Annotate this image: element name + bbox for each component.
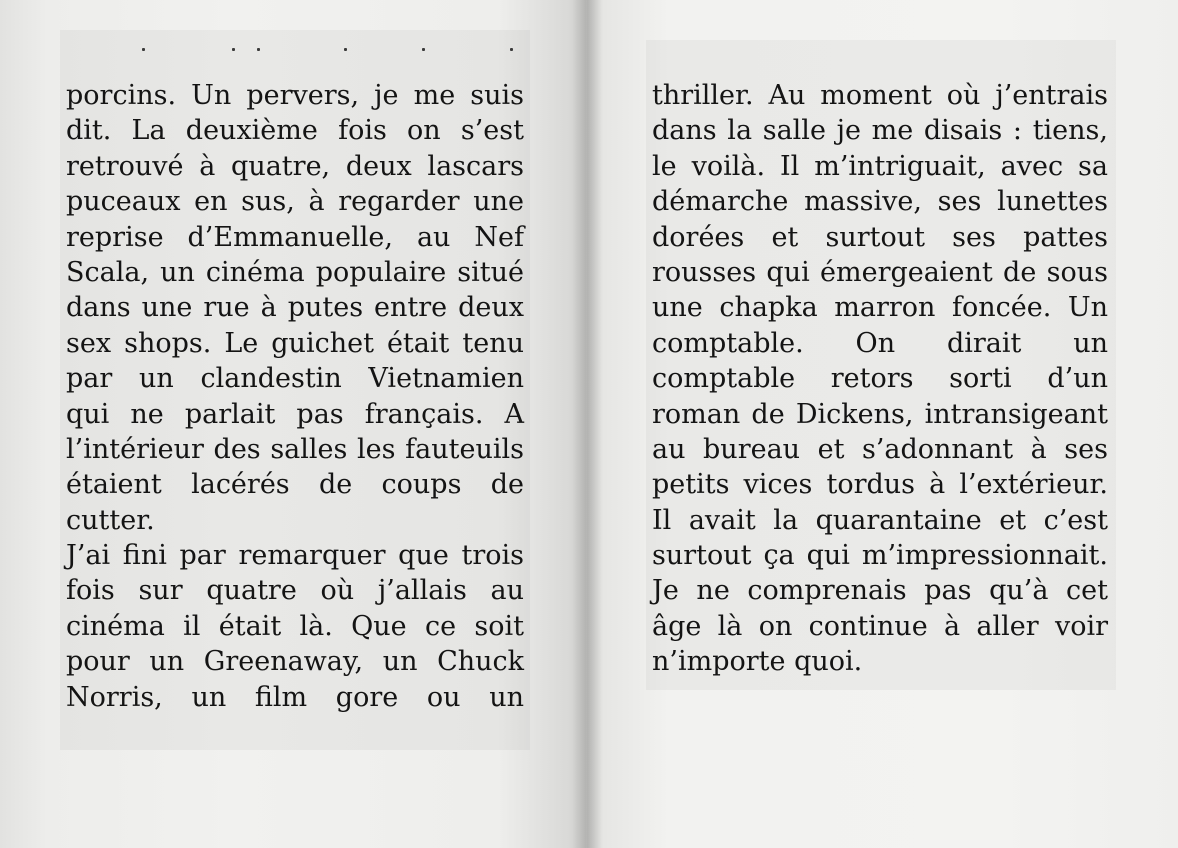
text-line: roman de Dickens, intransigeant <box>652 398 1108 430</box>
text-line: petits vices tordus à l’extérieur. <box>652 469 1108 501</box>
text-line: au bureau et s’adonnant à ses <box>652 433 1108 465</box>
text-line: porcins. Un pervers, je me suis <box>66 80 524 111</box>
cut-off-text-line <box>82 40 522 54</box>
text-line: reprise d’Emmanuelle, au Nef <box>66 221 524 253</box>
text-line: rousses qui émergeaient de sous <box>652 256 1108 288</box>
text-line: Je ne comprenais pas qu’à cet <box>652 575 1108 607</box>
text-line: pour un Greenaway, un Chuck <box>66 646 524 678</box>
text-line: retrouvé à quatre, deux lascars <box>66 150 524 182</box>
text-line: cinéma il était là. Que ce soit <box>66 610 524 642</box>
left-page-text <box>66 78 524 715</box>
text-line: âge là on continue à aller voir <box>652 610 1108 642</box>
left-page <box>0 0 586 848</box>
text-line: étaient lacérés de coups de <box>66 469 524 501</box>
text-line: le voilà. Il m’intriguait, avec sa <box>652 150 1108 182</box>
text-line: dans une rue à putes entre deux <box>66 292 524 324</box>
text-line: qui ne parlait pas français. A <box>66 398 524 430</box>
text-line: comptable retors sorti d’un <box>652 363 1108 395</box>
text-line: cutter. <box>66 504 155 536</box>
text-line: Scala, un cinéma populaire situé <box>66 256 524 288</box>
text-line: une chapka marron foncée. Un <box>652 292 1108 324</box>
text-line: fois sur quatre où j’allais au <box>66 575 524 607</box>
text-line: l’intérieur des salles les fauteuils <box>66 433 524 465</box>
right-page-text <box>652 78 1108 680</box>
text-line: n’importe quoi. <box>652 646 863 678</box>
right-page <box>586 0 1178 848</box>
text-line: J’ai fini par remarquer que trois <box>66 540 524 572</box>
text-line: dans la salle je me disais : tiens, <box>652 115 1108 147</box>
text-line: surtout ça qui m’impressionnait. <box>652 540 1108 572</box>
text-line: thriller. Au moment où j’entrais <box>652 80 1108 111</box>
text-line: démarche massive, ses lunettes <box>652 186 1108 218</box>
text-line: sex shops. Le guichet était tenu <box>66 327 524 359</box>
text-line: dit. La deuxième fois on s’est <box>66 115 524 147</box>
text-line: Norris, un film gore ou un <box>66 681 524 713</box>
book-gutter <box>572 0 602 848</box>
text-line: dorées et surtout ses pattes <box>652 221 1108 253</box>
text-line: puceaux en sus, à regarder une <box>66 186 524 218</box>
text-line: comptable. On dirait un <box>652 327 1108 359</box>
text-line: Il avait la quarantaine et c’est <box>652 504 1108 536</box>
text-line: par un clandestin Vietnamien <box>66 363 524 395</box>
